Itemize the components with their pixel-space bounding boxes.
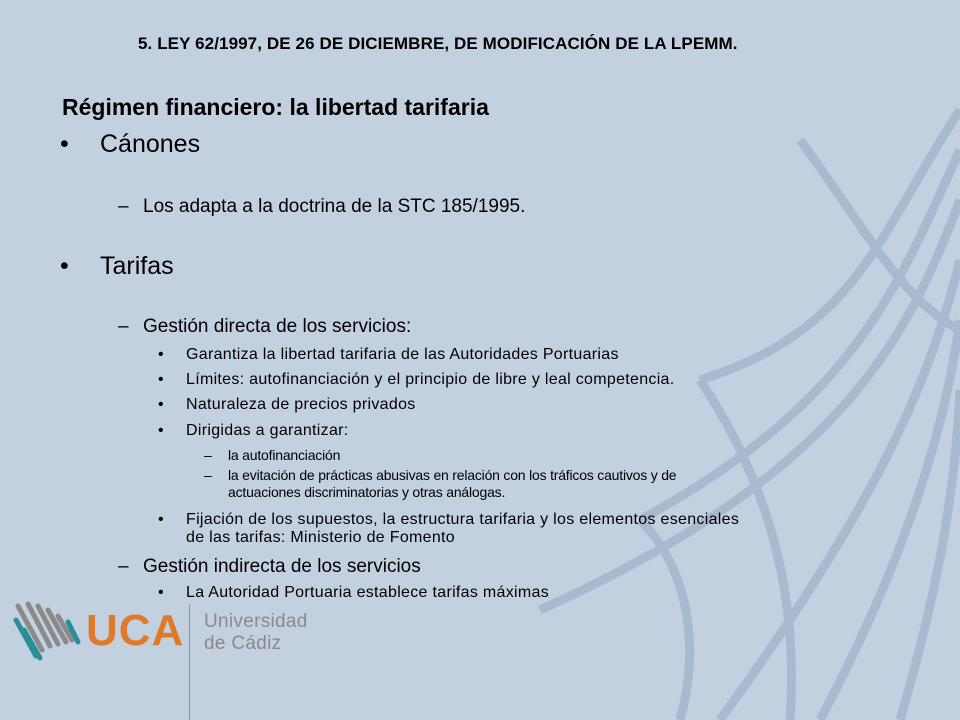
- bullet-marker: •: [158, 396, 164, 413]
- dash-marker: –: [204, 447, 212, 463]
- uca-emblem-icon: [12, 600, 84, 664]
- dash-marker: –: [118, 316, 129, 337]
- garantizar-subitem-line: actuaciones discriminatorias y otras análogas.: [228, 484, 506, 500]
- gestion-indirecta-heading: Gestión indirecta de los servicios: [143, 556, 421, 577]
- bullet-marker: •: [158, 422, 164, 439]
- dash-marker: –: [118, 556, 129, 577]
- garantizar-subitem: la autofinanciación: [228, 447, 341, 463]
- indirecta-item: La Autoridad Portuaria establece tarifas máximas: [186, 584, 550, 601]
- bullet-marker: •: [60, 252, 69, 280]
- directa-item: [186, 511, 739, 547]
- bullet-marker: •: [158, 584, 164, 601]
- garantizar-subitem: [228, 467, 676, 501]
- logo-uca: [86, 606, 184, 656]
- canones-item: Los adapta a la doctrina de la STC 185/1995.: [143, 196, 526, 217]
- section-canones-label: Cánones: [100, 130, 201, 158]
- section-tarifas-label: Tarifas: [100, 252, 174, 280]
- garantizar-subitem-line: la evitación de prácticas abusivas en relación con los tráficos cautivos y de: [228, 467, 677, 483]
- directa-item: Dirigidas a garantizar:: [186, 422, 349, 439]
- slide-subtitle: Régimen financiero: la libertad tarifaria: [62, 94, 489, 120]
- slide-header: 5. LEY 62/1997, DE 26 DE DICIEMBRE, DE MODIFICACIÓN DE LA LPEMM.: [138, 34, 738, 53]
- logo-university-line1: Universidad: [204, 611, 308, 632]
- bullet-marker: •: [158, 511, 164, 528]
- dash-marker: –: [204, 467, 212, 483]
- directa-item: Garantiza la libertad tarifaria de las Autoridades Portuarias: [186, 346, 619, 363]
- bullet-marker: •: [60, 130, 69, 158]
- directa-item: Límites: autofinanciación y el principio de libre y leal competencia.: [186, 371, 675, 388]
- logo-university-line2: de Cádiz: [204, 633, 282, 654]
- directa-item-line: de las tarifas: Ministerio de Fomento: [186, 529, 455, 546]
- bullet-marker: •: [158, 371, 164, 388]
- directa-item-line: Fijación de los supuestos, la estructura tarifaria y los elementos esenciales: [186, 511, 740, 528]
- dash-marker: –: [118, 196, 129, 217]
- logo-uca-text: UCA: [86, 606, 185, 655]
- bullet-marker: •: [158, 346, 164, 363]
- gestion-directa-heading: Gestión directa de los servicios:: [143, 316, 412, 337]
- logo-divider: [189, 604, 190, 720]
- directa-item: Naturaleza de precios privados: [186, 396, 416, 413]
